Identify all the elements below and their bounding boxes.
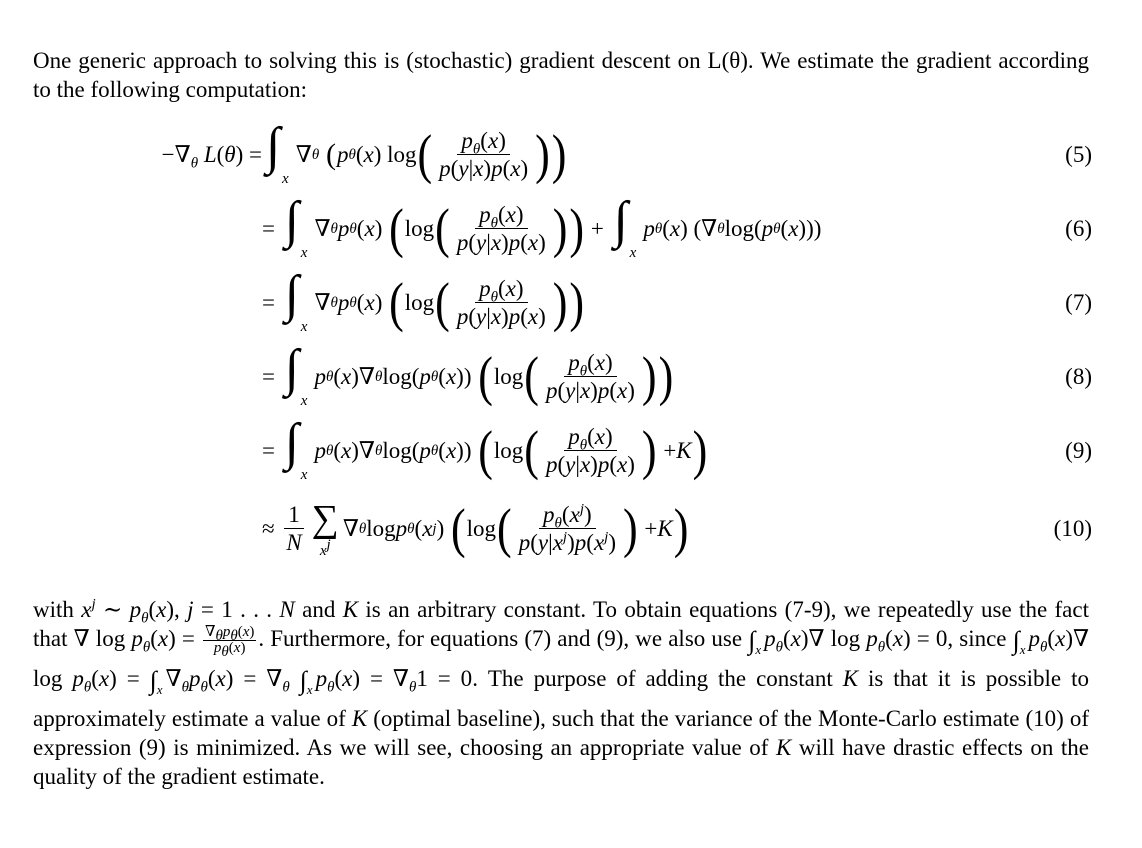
equation-9-rhs: = ∫ x p θ ( x )∇ θ log( p θ ( x )) ( log ( $\frac{p_\theta(x)}{p(y|x)p(x)}$ ) + K ) bbox=[262, 414, 708, 483]
equation-9 bbox=[0, 416, 1142, 486]
integral-sign: ∫ x bbox=[284, 340, 308, 409]
equation-number: (10) bbox=[1053, 516, 1092, 541]
equation-10 bbox=[0, 494, 1142, 564]
text-run: is an arbitrary constant. To obtain equations (7-9), we repeatedly use the fact that bbox=[33, 597, 1089, 651]
fraction: $\frac{p_\theta(x)}{p(y|x)p(x)}$ bbox=[456, 201, 546, 255]
fraction: $\frac{p_\theta(x)}{p(y|x)p(x)}$ bbox=[545, 423, 635, 477]
inline-fraction: $\frac{\nabla_\theta p_\theta(x)}{p_\theta(x)}$ bbox=[204, 624, 255, 661]
text-run: is that it is possible to approximately estimate a value of bbox=[33, 666, 1089, 731]
intro-text: One generic approach to solving this is (stochastic) gradient descent on L(θ). We estimate the gradient according to the following computation: bbox=[33, 48, 1089, 102]
equation-6-rhs: = ∫ x ∇ θ p θ ( x ) ( log ( $\frac{p_\theta(x)}{p(y|x)p(x)}$ ) ) + ∫ x p θ ( x ) (∇ θ log( p θ ( x ))) bbox=[262, 192, 822, 261]
equation-6 bbox=[0, 194, 1142, 264]
integral-sign: ∫ x bbox=[613, 192, 637, 261]
equation-8-rhs: = ∫ x p θ ( x )∇ θ log( p θ ( x )) ( log ( $\frac{p_\theta(x)}{p(y|x)p(x)}$ ) ) bbox=[262, 340, 674, 409]
equation-number: (7) bbox=[1065, 290, 1092, 315]
equation-block bbox=[0, 120, 1142, 580]
fraction: $\frac{p_\theta(x^j)}{p(y|x^j)p(x^j)}$ bbox=[518, 500, 616, 555]
equation-7 bbox=[0, 268, 1142, 338]
text-run: (optimal baseline), such that the variance of the Monte-Carlo estimate (10) of expression (9) is minimized. As we will see, choosing an appropriate value of bbox=[33, 706, 1089, 760]
fraction: $\frac{p_\theta(x)}{p(y|x)p(x)}$ bbox=[545, 349, 635, 403]
equation-5-rhs: ∫ x ∇ θ ( p θ ( x ) log ( $\frac{p_\theta(x)}{p(y|x)p(x)}$ ) ) bbox=[266, 118, 567, 187]
integral-sign: ∫ x bbox=[284, 192, 308, 261]
equation-5 bbox=[0, 120, 1142, 190]
text-run: will have drastic effects on the quality of the gradient estimate. bbox=[33, 735, 1089, 789]
fraction-one-over-n: $\frac{1}{N}$ bbox=[282, 502, 305, 557]
integral-sign: ∫ x bbox=[284, 266, 308, 335]
equation-7-rhs: = ∫ x ∇ θ p θ ( x ) ( log ( $\frac{p_\theta(x)}{p(y|x)p(x)}$ ) ) bbox=[262, 266, 585, 335]
integral-sign: ∫ x bbox=[284, 414, 308, 483]
equation-number: (8) bbox=[1065, 364, 1092, 389]
equation-number: (6) bbox=[1065, 216, 1092, 241]
text-run: . The purpose of adding the constant bbox=[472, 666, 833, 691]
equation-lhs: $-\nabla_\theta$ L(θ) = bbox=[161, 142, 262, 172]
text-run: , since bbox=[947, 626, 1007, 651]
text-run: with bbox=[33, 597, 74, 622]
equation-8 bbox=[0, 342, 1142, 412]
equation-number: (9) bbox=[1065, 438, 1092, 463]
text-run: and bbox=[302, 597, 336, 622]
equation-10-rhs: ≈ $\frac{1}{N}$ ∑ $x^j$ ∇ θ log p θ ( x j ) ( log ( $\frac{p_\theta(x^j)}{p(y|x^j)p(x^j)}$ ) + K ) bbox=[262, 497, 689, 559]
outro-paragraph: with $x^j$ ∼ $p_\theta(x)$, j = 1 . . . N and K is an arbitrary constant. To obtain equations (7-9), we repeatedly use the fact that ∇ $\log p_\theta(x)$ = $\frac{\nabla_\theta p_\theta(x)}{p_\theta(x)}$ . Furthermore, for equations (7) and (9), we also use $\int_x$ $p_\theta(x)\nabla$ $\log p_\theta(x) = 0$, since $\int_x$ $p_\theta(x)\nabla$ $\log p_\theta(x) = \int_x$ $\nabla_\theta p_\theta(x) = \nabla_\theta$ $\int_x$ $p_\theta(x) = \nabla_\theta 1 = 0$. The purpose of adding the constant K is that it is possible to approximately estimate a value of K (optimal baseline), such that the variance of the Monte-Carlo estimate (10) of expression (9) is minimized. As we will see, choosing an appropriate value of K will have drastic effects on the quality of the gradient estimate. bbox=[33, 596, 1090, 789]
integral-sign: ∫ x bbox=[266, 118, 289, 187]
fraction: $\frac{p_\theta(x)}{p(y|x)p(x)}$ bbox=[456, 275, 546, 329]
intro-paragraph bbox=[33, 46, 1089, 104]
summation-sign: ∑ $x^j$ bbox=[311, 498, 339, 559]
fraction: $\frac{p_\theta(x)}{p(y|x)p(x)}$ bbox=[439, 127, 529, 181]
equation-number: (5) bbox=[1065, 142, 1092, 167]
text-run: . Furthermore, for equations (7) and (9), we also use bbox=[258, 626, 743, 651]
